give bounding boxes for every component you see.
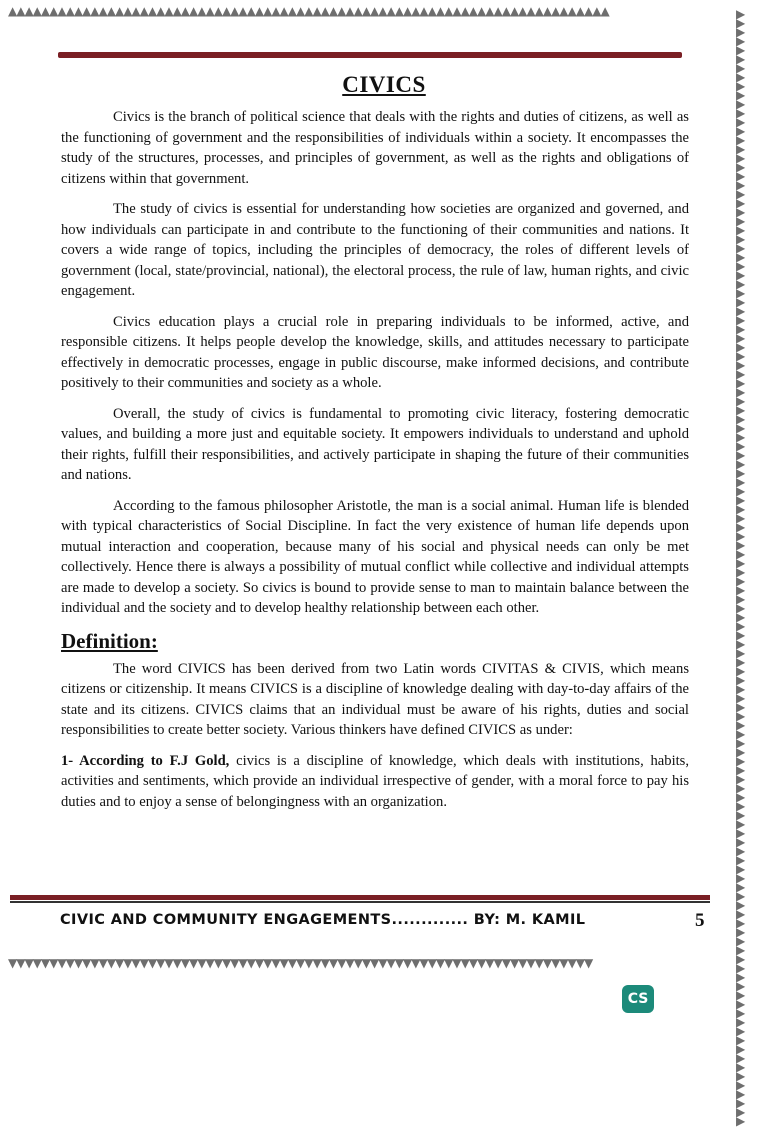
paragraph: Overall, the study of civics is fundamental to promoting civic literacy, fostering democratic values, and building a more just and equitable society. It empowers individuals to understand and uphold their rights, fulfill their responsibilities, and actively participate in shaping the future of their communities and nations. (61, 405, 689, 483)
definition-item (61, 751, 689, 813)
footer-text: CIVIC AND COMMUNITY ENGAGEMENTS............. BY: M. KAMIL (60, 912, 586, 928)
page-title: CIVICS (342, 72, 426, 97)
paragraph: According to the famous philosopher Aristotle, the man is a social animal. Human life is blended with typical characteristics of Social Discipline. In fact the very existence of human life depends upon mutual interaction and cooperation, because many of his social and physical needs can only be met collectively. Hence there is always a possibility of mutual conflict while collective and individual attempts are made to develop a society. So civics is bound to provide sense to man to maintain balance between the individual and the society and to develop healthy relationship between each other. (61, 497, 689, 616)
paragraph: Civics education plays a crucial role in preparing individuals to be informed, active, and responsible citizens. It helps people develop the knowledge, skills, and attitudes necessary to participate effectively in democratic processes, engage in public discourse, make informed decisions, and contribute positively to their communities and society as a whole. (61, 313, 689, 391)
header-rule (58, 52, 682, 58)
definition-item-lead: 1- According to F.J Gold, (61, 752, 230, 769)
definition-intro: The word CIVICS has been derived from two Latin words CIVITAS & CIVIS, which means citizens or citizenship. It means CIVICS is a discipline of knowledge dealing with day-to-day affairs of the state and its citizens. CIVICS claims that an individual must be aware of his rights, duties and social responsibilities to create better society. Various thinkers have defined CIVICS as under: (61, 660, 689, 738)
decorative-border-bottom: ▼▼▼▼▼▼▼▼▼▼▼▼▼▼▼▼▼▼▼▼▼▼▼▼▼▼▼▼▼▼▼▼▼▼▼▼▼▼▼▼▼▼▼▼▼▼▼▼▼▼▼▼▼▼▼▼▼▼▼▼▼▼▼▼▼▼▼▼▼▼▼ (8, 956, 593, 970)
definition-heading: Definition: (61, 628, 158, 653)
definition-item-text: civics is a discipline of knowledge, which deals with institutions, habits, activities and sentiments, which provide an individual irrespective of gender, with a moral force to pay his duties and to enjoy a sense of belongingness with an organization. (61, 752, 690, 810)
paragraph: Civics is the branch of political science that deals with the rights and duties of citizens, as well as the functioning of government and the responsibilities of individuals within a society. It encompasses the study of the structures, processes, and principles of government, as well as the rights and obligations of citizens within that government. (61, 109, 689, 187)
decorative-border-top: ▲▲▲▲▲▲▲▲▲▲▲▲▲▲▲▲▲▲▲▲▲▲▲▲▲▲▲▲▲▲▲▲▲▲▲▲▲▲▲▲▲▲▲▲▲▲▲▲▲▲▲▲▲▲▲▲▲▲▲▲▲▲▲▲▲▲▲▲▲▲▲▲▲ (8, 4, 609, 18)
footer-rule (10, 895, 710, 900)
camscanner-badge: CS (622, 985, 654, 1013)
document-body (61, 107, 689, 822)
footer-rule-thin (10, 901, 710, 903)
decorative-border-right: ▶▶▶▶▶▶▶▶▶▶▶▶▶▶▶▶▶▶▶▶▶▶▶▶▶▶▶▶▶▶▶▶▶▶▶▶▶▶▶▶▶▶▶▶▶▶▶▶▶▶▶▶▶▶▶▶▶▶▶▶▶▶▶▶▶▶▶▶▶▶▶▶▶▶▶▶▶▶▶▶▶▶▶▶▶▶▶▶▶▶▶▶▶▶▶▶▶▶▶▶▶▶▶▶▶▶▶▶▶▶▶▶▶▶▶▶▶▶▶▶▶▶▶▶ (736, 7, 746, 1128)
paragraph: The study of civics is essential for understanding how societies are organized and governed, and how individuals can participate in and contribute to the functioning of their communities and nations. It covers a wide range of topics, including the principles of democracy, the roles of different levels of government (local, state/provincial, national), the electoral process, the rule of law, human rights, and civic engagement. (61, 201, 689, 299)
page-number: 5 (695, 910, 705, 931)
